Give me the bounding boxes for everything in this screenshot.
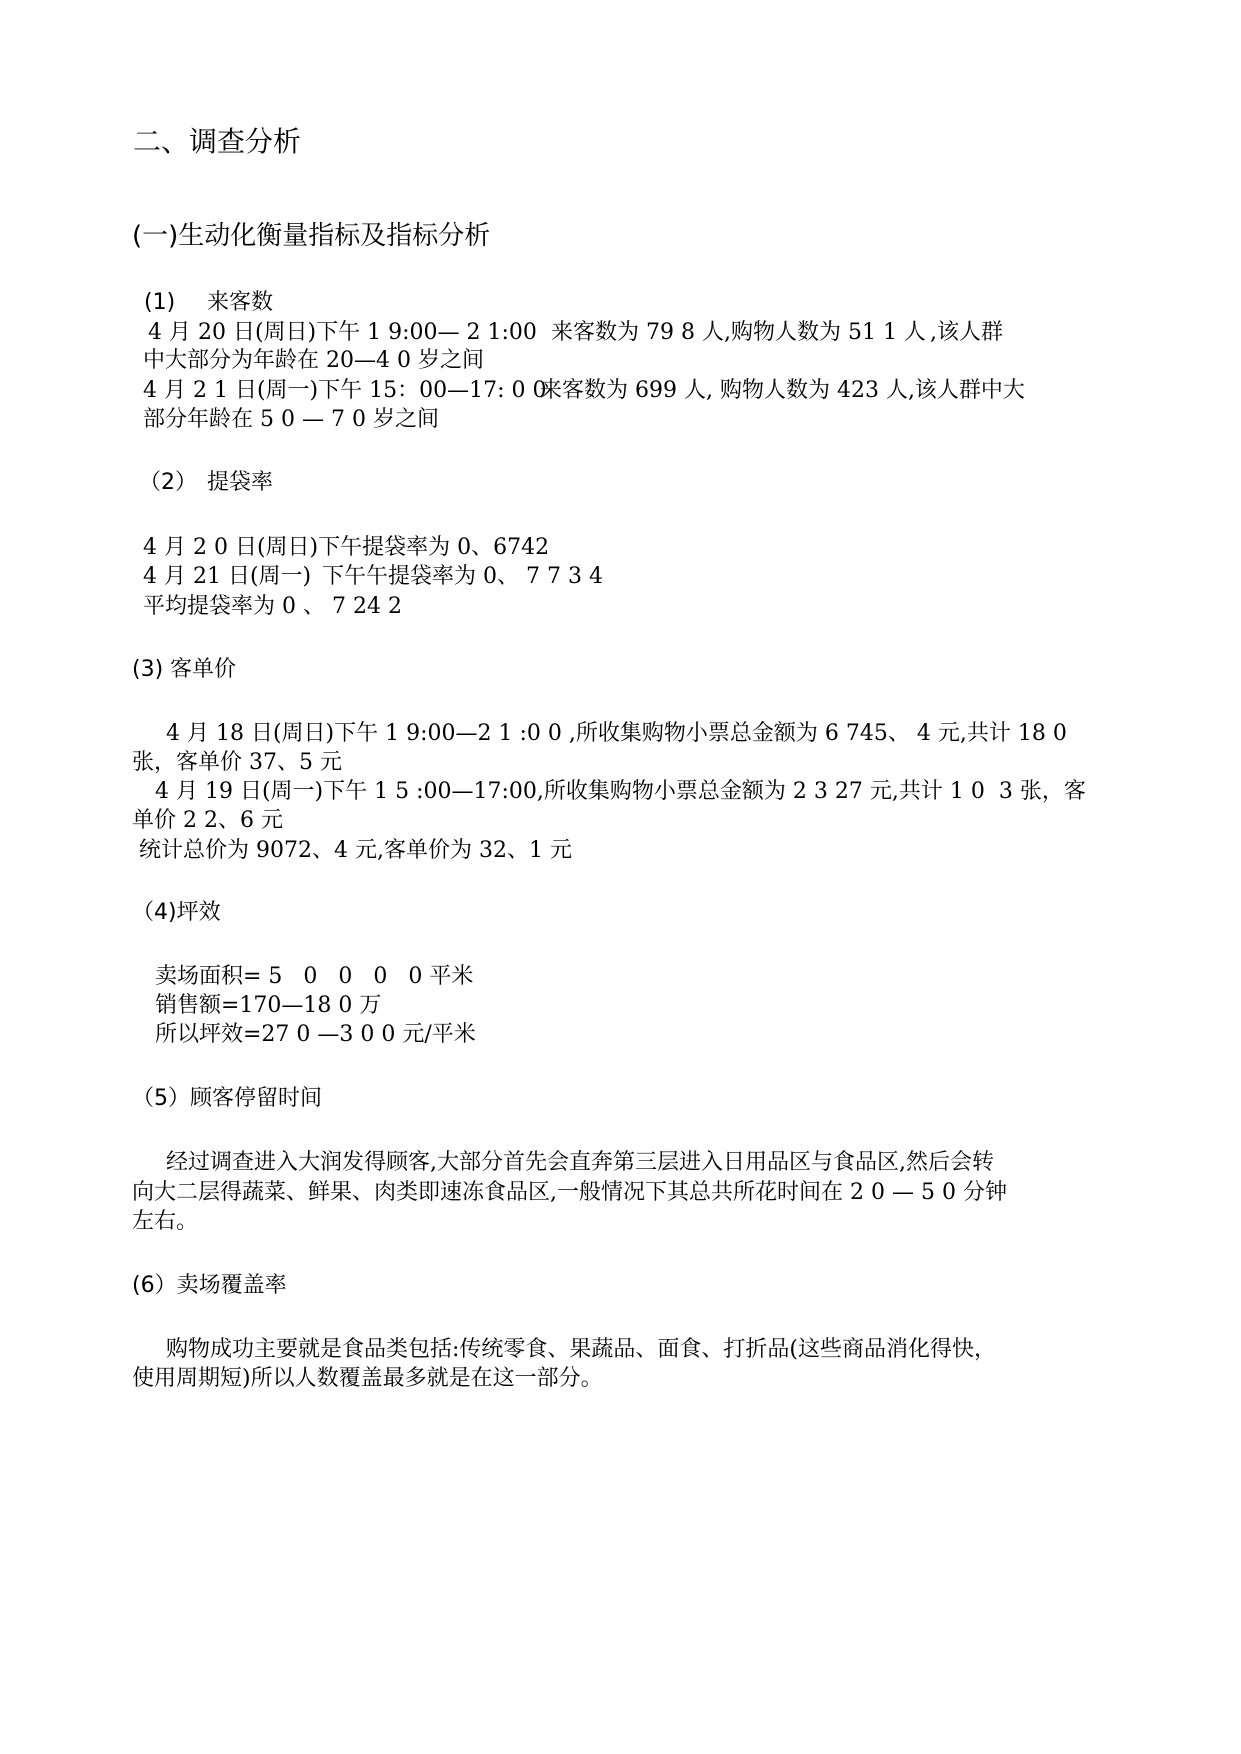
text-line: 4 月 2 0 日(周日)下午提袋率为 0、6742 (143, 535, 550, 560)
heading-6: (6）卖场覆盖率 (132, 1273, 287, 1298)
section-title: 二、调查分析 (133, 125, 302, 158)
text-line: 卖场面积= 5 0 0 0 0 平米 (155, 964, 474, 989)
text-line: 左右。 (132, 1209, 199, 1234)
text-line: 平均提袋率为 0 、 7 24 2 (143, 594, 402, 619)
text-line: 统计总价为 9072、4 元,客单价为 32、1 元 (139, 838, 572, 863)
text-line: 4 月 20 日(周日)下午 1 9:00— 2 1:00 (148, 320, 537, 345)
text-line: 部分年龄在 5 0 — 7 0 岁之间 (143, 407, 439, 432)
text-line: 向大二层得蔬菜、鲜果、肉类即速冻食品区,一般情况下其总共所花时间在 2 0 — 5 0 分钟 (132, 1180, 1007, 1205)
heading-1-number: (1) (144, 290, 176, 315)
text-line: 张，客单价 37、5 元 (132, 750, 342, 775)
heading-3-number: (3) (132, 657, 164, 682)
heading-4: （4)坪效 (132, 900, 221, 925)
text-line: 4 月 2 1 日(周一)下午 15：00—17: 0 0 (143, 378, 547, 403)
text-line: 使用周期短)所以人数覆盖最多就是在这一部分。 (132, 1366, 603, 1391)
text-line: ,该人群 (930, 320, 1003, 345)
text-line: 4 月 18 日(周日)下午 1 9:00—2 1 :0 0 ,所收集购物小票总金额为 6 745、 4 元,共计 18 0 (166, 721, 1067, 746)
text-line: 来客数为 79 8 人,购物人数为 51 1 人 (551, 320, 926, 345)
text-line: 4 月 21 日(周一) (143, 564, 312, 589)
text-line: 销售额=170—18 0 万 (155, 993, 382, 1018)
text-line: 经过调查进入大润发得顾客,大部分首先会直奔第三层进入日用品区与食品区,然后会转 (166, 1150, 994, 1175)
heading-2-number: （2） (139, 470, 197, 495)
subsection-title: (一)生动化衡量指标及指标分析 (132, 221, 491, 251)
text-line: 中大部分为年龄在 20—4 0 岁之间 (143, 348, 484, 373)
text-line: 所以坪效=27 0 —3 0 0 元/平米 (155, 1022, 476, 1047)
heading-1-text: 来客数 (207, 290, 274, 315)
heading-5: （5）顾客停留时间 (132, 1086, 322, 1111)
heading-3-text: 客单价 (170, 657, 237, 682)
text-line: 购物成功主要就是食品类包括:传统零食、果蔬品、面食、打折品(这些商品消化得快， (166, 1337, 996, 1362)
heading-2-text: 提袋率 (207, 470, 274, 495)
text-line: 单价 2 2、6 元 (132, 808, 283, 833)
text-line: 下午午提袋率为 0、 7 7 3 4 (322, 564, 603, 589)
text-line: 4 月 19 日(周一)下午 1 5 :00—17:00,所收集购物小票总金额为 2 3 27 元,共计 1 0 3 张，客 (155, 779, 1086, 804)
text-line: 来客数为 699 人, 购物人数为 423 人,该人群中大 (540, 378, 1025, 403)
